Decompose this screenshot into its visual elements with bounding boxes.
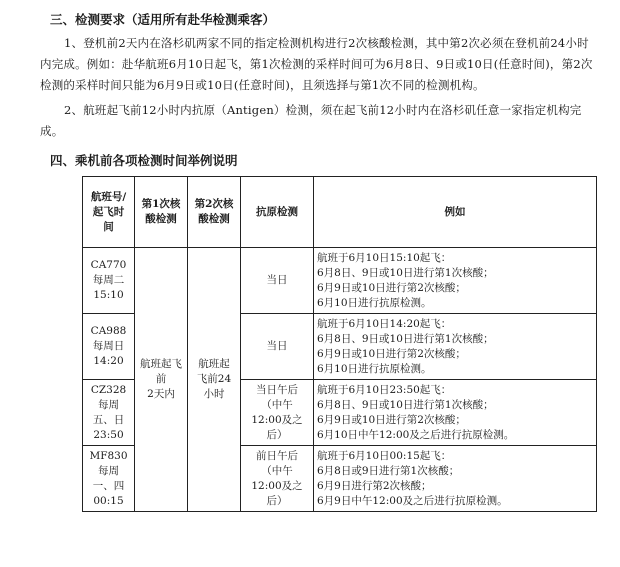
header-test-2: 第2次核 酸检测 xyxy=(188,177,241,248)
antigen-cell: 当日 xyxy=(241,248,314,314)
antigen-cell: 当日 xyxy=(241,314,314,380)
example-cell: 航班于6月10日14:20起飞： 6月8日、9日或10日进行第1次核酸； 6月9日或10日进行第2次核酸； 6月10日进行抗原检测。 xyxy=(314,314,597,380)
antigen-cell: 当日午后 （中午 12:00及之 后） xyxy=(241,380,314,446)
section-3-paragraph-2: 2、航班起飞前12小时内抗原（Antigen）检测，须在起飞前12小时内在洛杉矶任意一家指定机构完成。 xyxy=(40,103,582,138)
antigen-cell: 前日午后 （中午 12:00及之 后） xyxy=(241,446,314,512)
test-2-merged-cell: 航班起 飞前24 小时 xyxy=(188,248,241,512)
table-header-row xyxy=(83,177,597,248)
header-antigen: 抗原检测 xyxy=(241,177,314,248)
example-cell: 航班于6月10日15:10起飞： 6月8日、9日或10日进行第1次核酸； 6月9日或10日进行第2次核酸； 6月10日进行抗原检测。 xyxy=(314,248,597,314)
section-4-title: 四、乘机前各项检测时间举例说明 xyxy=(50,153,238,168)
table-row xyxy=(83,248,597,314)
section-3-paragraph-1: 1、登机前2天内在洛杉矶两家不同的指定检测机构进行2次核酸检测，其中第2次必须在登机前24小时内完成。例如：赴华航班6月10日起飞，第1次检测的采样时间可为6月8日、9日或10日(任意时间)，第2次检测的采样时间只能为6月9日或10日(任意时间)，且须选择与第1次不同的检测机构。 xyxy=(40,36,593,92)
example-cell: 航班于6月10日23:50起飞： 6月8日、9日或10日进行第1次核酸； 6月9日或10日进行第2次核酸； 6月10日中午12:00及之后进行抗原检测。 xyxy=(314,380,597,446)
flight-cell: CA770 每周二 15:10 xyxy=(83,248,135,314)
header-flight: 航班号/ 起飞时 间 xyxy=(83,177,135,248)
flight-cell: MF830 每周 一、四 00:15 xyxy=(83,446,135,512)
section-3-title: 三、检测要求（适用所有赴华检测乘客） xyxy=(50,12,276,27)
flight-cell: CZ328 每周 五、日 23:50 xyxy=(83,380,135,446)
example-cell: 航班于6月10日00:15起飞： 6月8日或9日进行第1次核酸； 6月9日进行第2次核酸； 6月9日中午12:00及之后进行抗原检测。 xyxy=(314,446,597,512)
flight-cell: CA988 每周日 14:20 xyxy=(83,314,135,380)
test-1-merged-cell: 航班起飞 前 2天内 xyxy=(135,248,188,512)
test-schedule-table xyxy=(82,176,597,512)
header-example: 例如 xyxy=(314,177,597,248)
header-test-1: 第1次核 酸检测 xyxy=(135,177,188,248)
